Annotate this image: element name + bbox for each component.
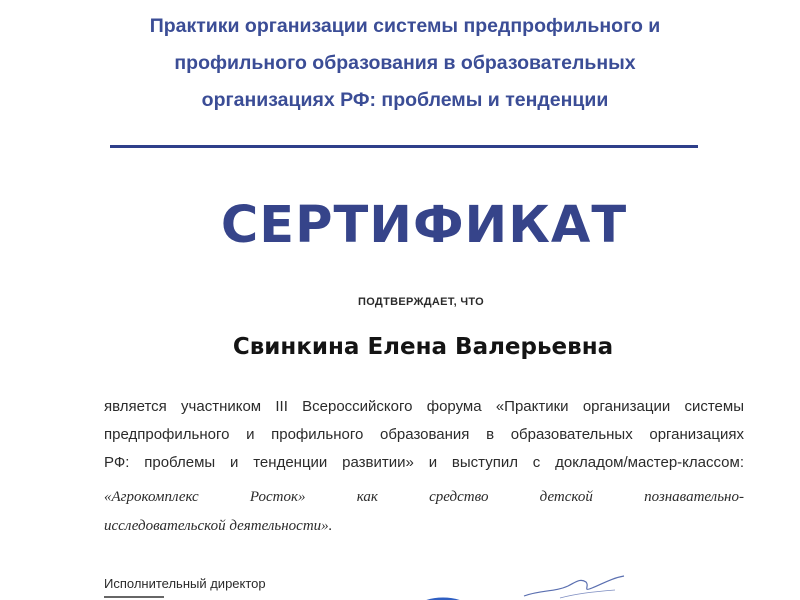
event-title-line: организациях РФ: проблемы и тенденции [201,89,609,111]
participation-line: предпрофильного и профильного образования в образовательных организациях [104,426,744,443]
event-title-line: профильного образования в образовательных [174,52,636,74]
official-stamp [398,588,488,600]
director-label: Исполнительный директор [104,576,266,591]
certificate-heading: СЕРТИФИКАТ [220,196,628,255]
participation-line: РФ: проблемы и тенденции развитии» и выступил с докладом/мастер-классом: [104,454,744,471]
participation-text [104,393,744,477]
recipient-name: Свинкина Елена Валерьевна [232,334,614,360]
signature-line [104,596,164,598]
participation-line: является участником III Всероссийского форума «Практики организации системы [104,398,744,415]
director-signature [520,572,630,600]
talk-topic [104,483,744,541]
event-title [100,8,710,119]
event-title-line: Практики организации системы предпрофильного и [149,15,661,37]
confirms-label: ПОДТВЕРЖДАЕТ, ЧТО [358,296,484,308]
header-divider [110,145,698,148]
talk-topic-line: исследовательской деятельности». [104,518,333,534]
talk-topic-line: «Агрокомплекс Росток» как средство детской познавательно- [104,489,744,505]
